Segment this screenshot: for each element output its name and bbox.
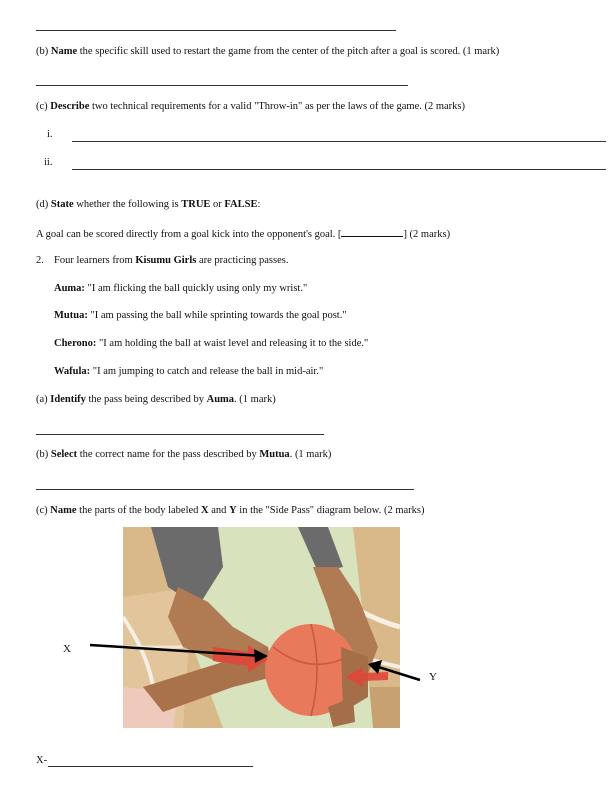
learner-quote: "I am holding the ball at waist level and releasing it to the side." [99, 338, 369, 349]
or-word: or [213, 199, 222, 210]
question-verb: Identify [50, 394, 86, 405]
intro-text-2: are practicing passes. [198, 255, 289, 266]
learner-name: Auma: [54, 283, 85, 294]
side-pass-diagram [123, 527, 400, 728]
intro-text: Four learners from [54, 255, 133, 266]
answer-line-2a[interactable] [36, 434, 324, 435]
diagram-label-y: Y [429, 671, 437, 683]
learner-wafula [54, 366, 323, 377]
school-name: Kisumu Girls [135, 255, 197, 266]
true-false-blank[interactable] [341, 227, 403, 237]
question-d [36, 199, 260, 210]
question-text: the pass being described by [88, 394, 204, 405]
answer-line-c-i[interactable] [72, 141, 606, 142]
false-word: FALSE [224, 199, 258, 210]
answer-line-2b[interactable] [36, 489, 414, 490]
question-letter: (d) [36, 199, 49, 210]
answer-item-ii-label: ii. [44, 157, 53, 168]
question-text-end: . (1 mark) [234, 394, 276, 405]
learner-ref: Auma [206, 394, 235, 405]
true-false-statement [36, 227, 450, 240]
question-verb: Name [50, 505, 77, 516]
question-text: the parts of the body labeled [79, 505, 199, 516]
answer-line-a[interactable] [36, 30, 396, 31]
question-letter: (b) [36, 46, 49, 57]
statement-end: ] (2 marks) [403, 229, 451, 240]
answer-line-b[interactable] [36, 85, 408, 86]
learner-auma [54, 283, 307, 294]
and-word: and [211, 505, 227, 516]
true-word: TRUE [181, 199, 211, 210]
learner-cherono [54, 338, 368, 349]
side-pass-illustration [123, 527, 400, 728]
question-text: the specific skill used to restart the game from the center of the pitch after a goal is scored. (1 mark) [79, 46, 500, 57]
answer-x-prefix: X- [36, 755, 48, 766]
question-2-number: 2. [36, 255, 44, 266]
learner-quote: "I am passing the ball while sprinting towards the goal post." [90, 310, 347, 321]
label-y-ref: Y [229, 505, 237, 516]
learner-ref: Mutua [259, 449, 290, 460]
learner-mutua [54, 310, 347, 321]
question-2-intro [54, 255, 288, 266]
question-letter: (c) [36, 101, 48, 112]
learner-name: Cherono: [54, 338, 97, 349]
learner-quote: "I am jumping to catch and release the ball in mid-air." [92, 366, 324, 377]
question-letter: (c) [36, 505, 48, 516]
question-c [36, 101, 465, 112]
label-x-ref: X [201, 505, 209, 516]
question-verb: Select [50, 449, 78, 460]
question-text: whether the following is [76, 199, 179, 210]
answer-line-c-ii[interactable] [72, 169, 606, 170]
question-2a [36, 394, 276, 405]
question-text: two technical requirements for a valid "Throw-in" as per the laws of the game. (2 marks) [91, 101, 466, 112]
learner-name: Mutua: [54, 310, 88, 321]
question-verb: State [50, 199, 74, 210]
question-b [36, 46, 499, 57]
question-letter: (a) [36, 394, 48, 405]
answer-item-i-label: i. [47, 129, 53, 140]
question-letter: (b) [36, 449, 49, 460]
question-verb: Name [50, 46, 78, 57]
learner-name: Wafula: [54, 366, 91, 377]
diagram-label-x: X [63, 643, 71, 655]
question-text-end: . (1 mark) [289, 449, 332, 460]
question-verb: Describe [50, 101, 90, 112]
learner-quote: "I am flicking the ball quickly using only my wrist." [87, 283, 308, 294]
question-text: the correct name for the pass described by [79, 449, 257, 460]
answer-line-x[interactable] [48, 766, 253, 767]
colon: : [257, 199, 261, 210]
statement-text: A goal can be scored directly from a goal kick into the opponent's goal. [ [36, 229, 342, 240]
question-2c [36, 505, 424, 516]
question-2b [36, 449, 331, 460]
question-text-2: in the "Side Pass" diagram below. (2 marks) [239, 505, 425, 516]
